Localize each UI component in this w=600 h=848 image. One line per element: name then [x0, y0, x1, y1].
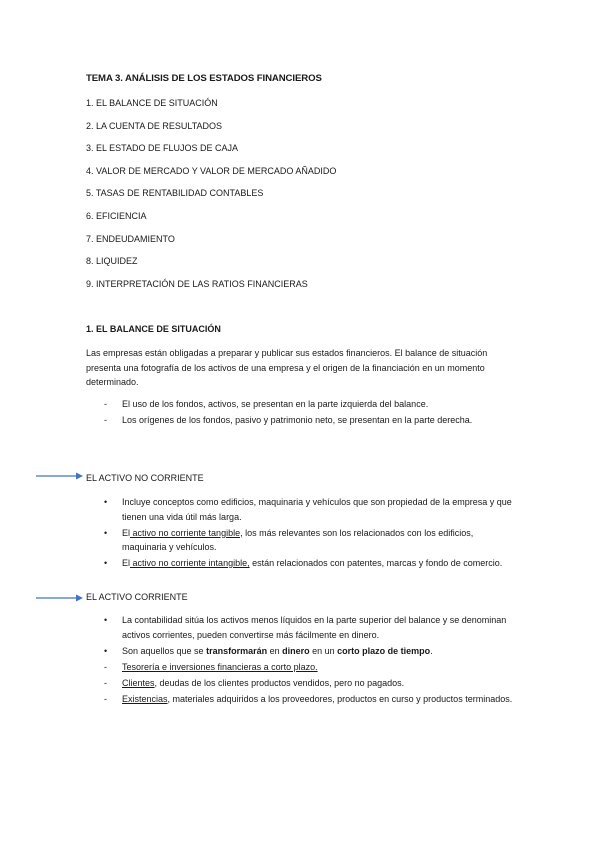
underlined-term: activo no corriente intangible, — [130, 558, 250, 568]
list-item-text: los más relevantes son los relacionados con los edificios, maquinaria y vehículos. — [122, 527, 474, 552]
underlined-term: Tesorería e inversiones financieras a corto plazo. — [122, 661, 318, 672]
intro-paragraph: Las empresas están obligadas a preparar y publicar sus estados financieros. El balance de situación presenta una fotografía de los activos de una empresa y el origen de la financiación en un momento determinado. — [86, 348, 488, 387]
toc-item: 8. LIQUIDEZ — [86, 256, 138, 267]
section-heading: 1. EL BALANCE DE SITUACIÓN — [86, 324, 221, 334]
toc-item: 4. VALOR DE MERCADO Y VALOR DE MERCADO AÑADIDO — [86, 165, 337, 176]
list-item-text: La contabilidad sitúa los activos menos líquidos en la parte superior del balance y se denominan activos corrientes, pueden convertirse más fácilmente en dinero. — [122, 615, 507, 640]
toc-item: 9. INTERPRETACIÓN DE LAS RATIOS FINANCIERAS — [86, 278, 308, 289]
bold-term: dinero — [282, 645, 310, 656]
subsection-heading: EL ACTIVO CORRIENTE — [86, 592, 188, 602]
underlined-term: Existencias — [122, 693, 168, 704]
bold-term: transformarán — [206, 645, 268, 656]
list-item — [104, 692, 514, 707]
list-item-text: . — [430, 645, 433, 656]
list-item — [104, 660, 514, 675]
dash-list — [104, 397, 504, 428]
list-item — [104, 556, 514, 571]
bullet-marker: • — [104, 558, 108, 568]
table-of-contents — [86, 97, 336, 300]
list-item-text: están relacionados con patentes, marcas y fondo de comercio. — [249, 558, 503, 568]
mixed-list — [104, 613, 514, 708]
list-item-text: Incluye conceptos como edificios, maquinaria y vehículos que son propiedad de la empresa y que tienen una vida útil más larga. — [122, 497, 512, 522]
list-item-text: El — [122, 558, 131, 568]
arrow-right-icon — [36, 470, 84, 482]
bullet-list — [104, 495, 514, 572]
underlined-term: Clientes — [122, 677, 155, 688]
list-item-text: El uso de los fondos, activos, se presentan en la parte izquierda del balance. — [122, 399, 429, 409]
dash-marker: - — [104, 661, 107, 672]
bullet-marker: • — [104, 645, 108, 656]
list-item-text: , deudas de los clientes productos vendidos, pero no pagados. — [154, 677, 405, 688]
underlined-term: activo no corriente tangible, — [130, 527, 243, 538]
list-item-text: Son aquellos que se — [122, 645, 207, 656]
list-item-text: Los orígenes de los fondos, pasivo y patrimonio neto, se presentan en la parte derecha. — [122, 414, 473, 425]
subsection-heading: EL ACTIVO NO CORRIENTE — [86, 473, 204, 483]
dash-marker: - — [104, 677, 107, 688]
list-item — [104, 413, 504, 428]
list-item-text: en un — [309, 645, 338, 656]
toc-item: 6. EFICIENCIA — [86, 210, 147, 221]
list-item — [104, 495, 514, 524]
toc-item: 5. TASAS DE RENTABILIDAD CONTABLES — [86, 188, 264, 199]
bullet-marker: • — [104, 527, 108, 538]
bullet-marker: • — [104, 615, 108, 625]
toc-item: 3. EL ESTADO DE FLUJOS DE CAJA — [86, 143, 239, 154]
dash-marker: - — [104, 414, 107, 425]
arrow-right-icon — [36, 592, 84, 604]
toc-item: 7. ENDEUDAMIENTO — [86, 233, 175, 244]
dash-marker: - — [104, 693, 107, 704]
bold-term: corto plazo de tiempo — [337, 645, 431, 656]
document-title: TEMA 3. ANÁLISIS DE LOS ESTADOS FINANCIEROS — [86, 73, 322, 84]
list-item — [104, 613, 514, 642]
list-item-text: , materiales adquiridos a los proveedores, productos en curso y productos terminados. — [167, 693, 513, 704]
list-item — [104, 644, 514, 659]
dash-marker: - — [104, 399, 107, 409]
list-item-text: en — [267, 645, 283, 656]
bullet-marker: • — [104, 497, 108, 507]
list-item-text: El — [122, 527, 131, 538]
list-item — [104, 526, 514, 555]
toc-item: 2. LA CUENTA DE RESULTADOS — [86, 120, 223, 131]
list-item — [104, 676, 514, 691]
list-item — [104, 397, 504, 412]
toc-item: 1. EL BALANCE DE SITUACIÓN — [86, 98, 218, 108]
